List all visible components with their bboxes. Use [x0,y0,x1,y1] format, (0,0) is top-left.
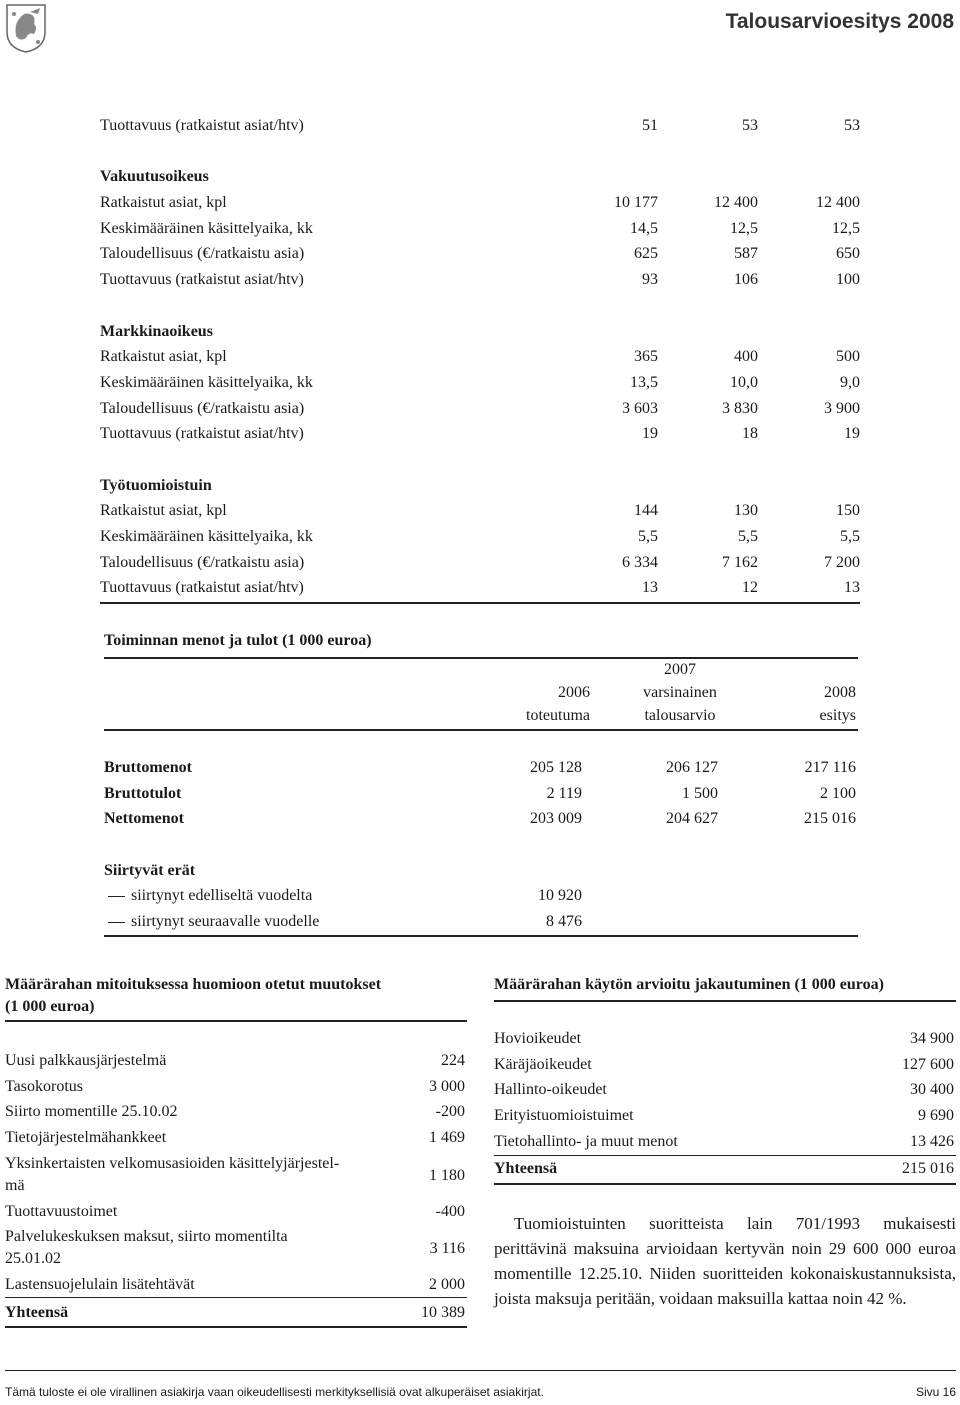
table-row: Taloudellisuus (€/ratkaistu asia) 6 334 7 162 7 200 [100,553,860,571]
table-row: Tuottavuustoimet -400 [5,1202,465,1220]
performance-table [100,113,860,601]
table-row: Nettomenot 203 009 204 627 215 016 [104,810,856,828]
col-header-2008: 2008 esitys [819,684,856,724]
table-row: Taloudellisuus (€/ratkaistu asia) 625 587 650 [100,245,860,263]
coat-of-arms-icon [4,2,48,54]
table-row: Lastensuojelulain lisätehtävät 2 000 [5,1276,465,1294]
table-row: Ratkaistut asiat, kpl 365 400 500 [100,348,860,366]
table-row: Tuottavuus (ratkaistut asiat/htv) 93 106 100 [100,271,860,289]
divider [104,935,858,937]
changes-title: Määrärahan mitoituksessa huomioon otetut muutokset (1 000 euroa) [5,976,382,1015]
changes-table [5,974,467,1018]
document-title: Talousarvioesitys 2008 [725,10,954,33]
footer-divider [5,1370,956,1371]
table-row: Bruttomenot 205 128 206 127 217 116 [104,759,856,776]
table-row: Tuottavuus (ratkaistut asiat/htv) 51 53 53 [100,117,860,134]
finance-table [100,755,860,935]
table-row: siirtynyt edelliseltä vuodelta 10 920 [100,883,860,909]
table-row: Palvelukeskuksen maksut, siirto momentilta 25.01.02 3 116 [5,1228,465,1268]
divider [100,602,860,604]
table-row: Tasokorotus 3 000 [5,1077,465,1095]
table-row: Erityistuomioistuimet 9 690 [494,1107,954,1125]
table-row: Keskimääräinen käsittelyaika, kk 13,5 10,0 9,0 [100,373,860,391]
table-row: Hallinto-oikeudet 30 400 [494,1081,954,1099]
page-number: Sivu 16 [915,1385,956,1399]
total-row: Yhteensä 215 016 [494,1160,954,1177]
divider [104,657,858,659]
distribution-table [494,1026,956,1154]
table-row: Uusi palkkausjärjestelmä 224 [5,1052,465,1069]
changes-rows [5,1048,467,1298]
table-row: Tietohallinto- ja muut menot 13 426 [494,1132,954,1150]
divider [5,1326,467,1328]
table-row: Bruttotulot 2 119 1 500 2 100 [104,784,856,802]
divider [494,1000,956,1002]
table-row: Tietojärjestelmähankkeet 1 469 [5,1129,465,1147]
table-row: siirtynyt seuraavalle vuodelle 8 476 [100,909,860,935]
table-row: Keskimääräinen käsittelyaika, kk 14,5 12,5 12,5 [100,219,860,237]
section-heading: Työtuomioistuin [100,476,212,494]
table-row: Käräjäoikeudet 127 600 [494,1055,954,1073]
table-row: Tuottavuus (ratkaistut asiat/htv) 19 18 19 [100,425,860,443]
divider [5,1297,467,1298]
total-row: Yhteensä 10 389 [5,1304,465,1321]
table-row: Taloudellisuus (€/ratkaistu asia) 3 603 3 830 3 900 [100,399,860,417]
table-row: Siirto momentille 25.10.02 -200 [5,1103,465,1121]
distribution-total [494,1156,956,1182]
section-heading: Vakuutusoikeus [100,168,209,186]
fee-paragraph: Tuomioistuinten suoritteista lain 701/1993 mukaisesti perittävinä maksuina arvioidaan kertyvän noin 29 600 000 euroa momentille 12.25.10. Niiden suoritteiden kokonaiskustannuksista, joista maksuja peritään, voidaan maksuilla kattaa noin 42 %. [494,1214,956,1308]
footer-disclaimer: Tämä tuloste ei ole virallinen asiakirja vaan oikeudellisesti merkityksellisiä ovat alkuperäiset asiakirjat. [5,1385,544,1399]
changes-total [5,1300,467,1326]
section-heading: Siirtyvät erät [104,861,196,879]
table-row: Tuottavuus (ratkaistut asiat/htv) 13 12 13 [100,579,860,597]
table-row: Yksinkertaisten velkomusasioiden käsittelyjärjestel- mä 1 180 [5,1154,465,1194]
section-heading: Markkinaoikeus [100,322,213,340]
distribution-title: Määrärahan käytön arvioitu jakautuminen (1 000 euroa) [494,976,884,993]
divider [104,729,858,731]
col-header-2006: 2006 toteutuma [526,684,590,724]
table-row: Ratkaistut asiat, kpl 10 177 12 400 12 400 [100,194,860,212]
table-row: Keskimääräinen käsittelyaika, kk 5,5 5,5 5,5 [100,528,860,545]
finance-title: Toiminnan menot ja tulot (1 000 euroa) [104,632,372,649]
divider [494,1183,956,1185]
divider [5,1020,467,1022]
table-row: Ratkaistut asiat, kpl 144 130 150 [100,502,860,520]
table-row: Hovioikeudet 34 900 [494,1030,954,1047]
col-header-2007: 2007 varsinainen talousarvio [643,661,717,724]
